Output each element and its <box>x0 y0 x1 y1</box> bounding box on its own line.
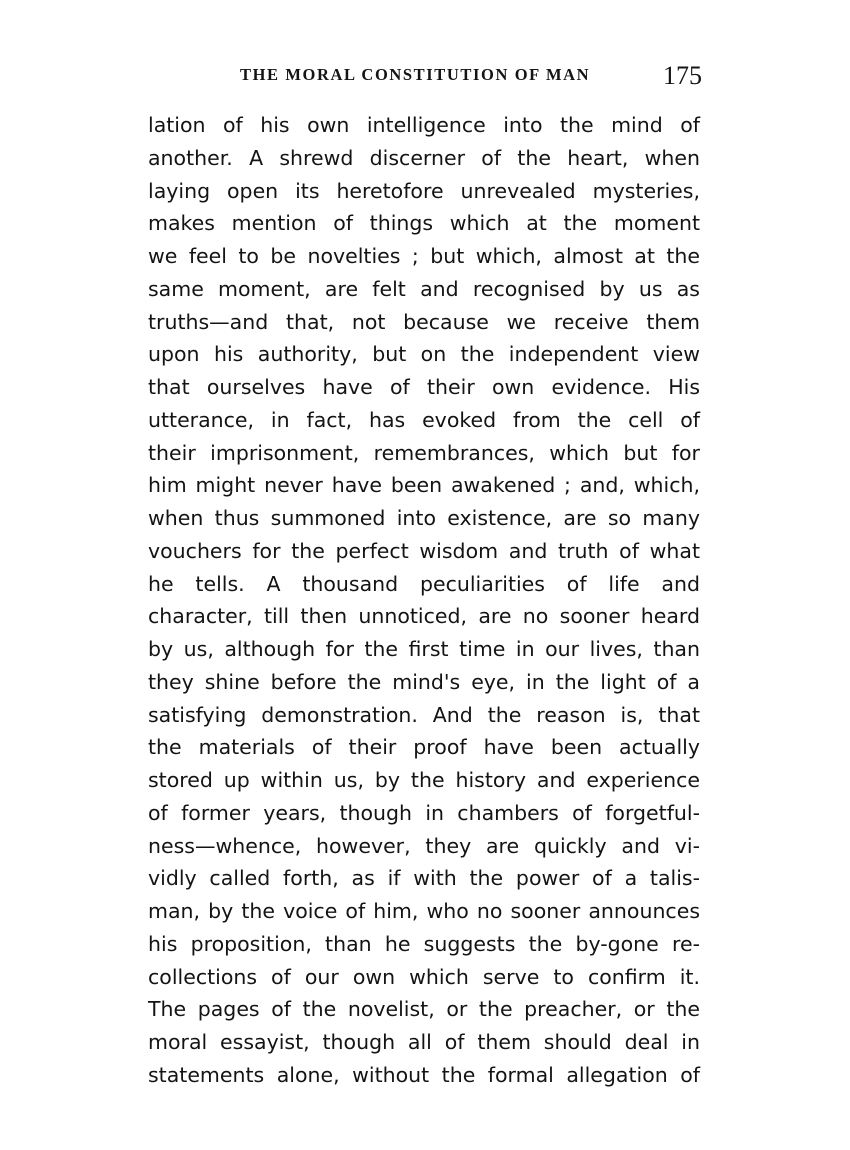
text-line: character, till then unnoticed, are no sooner heard <box>148 604 700 629</box>
text-line: by us, although for the first time in our lives, than <box>148 637 700 661</box>
text-line: utterance, in fact, has evoked from the cell of <box>148 407 700 432</box>
running-title: THE MORAL CONSTITUTION OF MAN <box>240 65 591 84</box>
text-line: another. A shrewd discerner of the heart, when <box>148 145 700 170</box>
text-line: upon his authority, but on the independent view <box>148 342 700 367</box>
text-line: vouchers for the perfect wisdom and truth of what <box>148 538 700 563</box>
text-line: his proposition, than he suggests the by-gone re- <box>148 931 700 956</box>
text-line: when thus summoned into existence, are so many <box>148 506 700 530</box>
text-line: same moment, are felt and recognised by us as <box>148 276 700 301</box>
text-line: vidly called forth, as if with the power of a talis- <box>148 866 700 891</box>
text-line: him might never have been awakened ; and, which, <box>148 473 700 498</box>
text-line: stored up within us, by the history and experience <box>148 768 700 792</box>
text-line: he tells. A thousand peculiarities of life and <box>148 571 700 596</box>
text-line: the materials of their proof have been actually <box>148 735 700 760</box>
text-line: we feel to be novelties ; but which, almost at the <box>148 244 700 268</box>
text-line: collections of our own which serve to confirm it. <box>148 964 700 989</box>
text-line: satisfying demonstration. And the reason is, that <box>148 702 700 727</box>
text-line: statements alone, without the formal allegation of <box>148 1062 700 1087</box>
page-number: 175 <box>663 61 702 90</box>
running-head <box>148 60 708 100</box>
text-line: man, by the voice of him, who no sooner announces <box>148 899 700 923</box>
text-line: The pages of the novelist, or the preacher, or the <box>148 997 700 1022</box>
text-line: laying open its heretofore unrevealed mysteries, <box>148 178 700 203</box>
text-line: ness—whence, however, they are quickly and vi- <box>148 833 700 858</box>
text-line: makes mention of things which at the moment <box>148 211 700 236</box>
text-line: truths—and that, not because we receive them <box>148 309 700 334</box>
text-line: of former years, though in chambers of forgetful- <box>148 800 700 825</box>
body-text <box>148 109 700 1092</box>
text-line: lation of his own intelligence into the mind of <box>148 113 700 137</box>
text-line: they shine before the mind's eye, in the light of a <box>148 669 700 694</box>
text-line: moral essayist, though all of them should deal in <box>148 1030 700 1054</box>
text-line: that ourselves have of their own evidence. His <box>148 375 700 399</box>
text-line: their imprisonment, remembrances, which but for <box>148 440 700 465</box>
